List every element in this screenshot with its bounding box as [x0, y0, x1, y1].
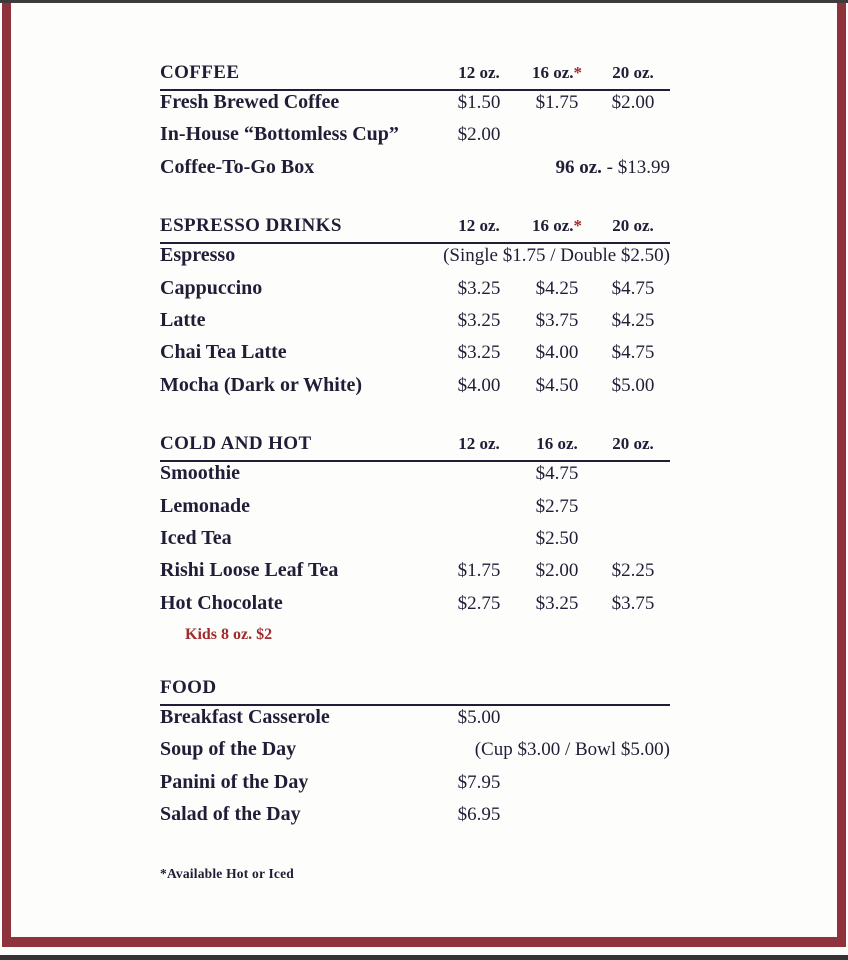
price-note-text: (Single $1.75 / Double $2.50) — [443, 245, 670, 267]
size-column-header-16oz — [518, 216, 596, 236]
menu-row — [160, 803, 670, 835]
price-20oz: $2.25 — [611, 560, 655, 582]
price-12oz: $7.95 — [457, 771, 501, 793]
item-name: In-House “Bottomless Cup” — [160, 123, 399, 146]
price-16oz: $2.00 — [535, 560, 579, 582]
menu-section-cold-and-hot — [160, 433, 670, 650]
page-bottom-line — [0, 955, 848, 960]
page-bottom-band — [2, 937, 846, 947]
menu-row — [160, 123, 670, 155]
size-label: 16 oz. — [531, 216, 574, 236]
item-name: Cappuccino — [160, 276, 263, 299]
item-name: Soup of the Day — [160, 738, 297, 761]
price-note-text: (Cup $3.00 / Bowl $5.00) — [474, 739, 670, 761]
price-12oz: $2.00 — [457, 124, 501, 146]
menu-row — [160, 559, 670, 591]
size-label: 20 oz. — [612, 216, 654, 236]
price-note — [555, 157, 670, 179]
price-12oz: $5.00 — [457, 707, 501, 729]
item-name: Hot Chocolate — [160, 591, 283, 614]
price-16oz: $4.25 — [535, 277, 579, 299]
section-header — [160, 215, 670, 244]
size-column-header-12oz — [440, 216, 518, 236]
menu-row — [160, 738, 670, 770]
kids-size-note: Kids 8 oz. $2 — [185, 626, 273, 644]
item-name: Panini of the Day — [160, 770, 309, 793]
price-12oz: $3.25 — [457, 277, 501, 299]
price-20oz: $4.25 — [611, 309, 655, 331]
price-16oz: $2.75 — [535, 495, 579, 517]
size-column-header-20oz — [596, 216, 670, 236]
price-12oz: $6.95 — [457, 804, 501, 826]
hot-or-iced-asterisk: * — [573, 216, 583, 236]
price-20oz: $4.75 — [611, 277, 655, 299]
menu-row — [160, 527, 670, 559]
price-16oz: $4.75 — [535, 463, 579, 485]
item-name: Chai Tea Latte — [160, 341, 287, 364]
section-title: COLD AND HOT — [160, 433, 312, 455]
section-header — [160, 62, 670, 91]
price-12oz: $4.00 — [457, 374, 501, 396]
hot-or-iced-asterisk: * — [573, 63, 583, 82]
menu-row — [160, 592, 670, 624]
item-name: Fresh Brewed Coffee — [160, 91, 340, 113]
size-label: 12 oz. — [458, 216, 500, 236]
item-name: Coffee-To-Go Box — [160, 155, 315, 178]
menu-page — [160, 62, 670, 882]
menu-row — [160, 244, 670, 276]
size-label: 20 oz. — [612, 63, 654, 82]
price-16oz: $3.25 — [535, 592, 579, 614]
price-20oz: $2.00 — [611, 92, 655, 113]
size-label: 12 oz. — [458, 63, 500, 82]
menu-row — [160, 91, 670, 123]
section-title: FOOD — [160, 677, 217, 699]
menu-row — [160, 341, 670, 373]
size-column-header-12oz — [440, 434, 518, 454]
price-16oz: $4.00 — [535, 342, 579, 364]
size-column-header-12oz — [440, 63, 518, 83]
size-label: 16 oz. — [531, 63, 574, 82]
menu-row — [160, 277, 670, 309]
price-note — [443, 245, 670, 267]
price-12oz: $1.75 — [457, 560, 501, 582]
menu-section-coffee — [160, 62, 670, 188]
item-name: Lemonade — [160, 494, 250, 517]
menu-row — [160, 706, 670, 738]
section-header — [160, 677, 670, 706]
item-name: Mocha (Dark or White) — [160, 373, 363, 396]
section-title: ESPRESSO DRINKS — [160, 215, 342, 237]
price-20oz: $4.75 — [611, 342, 655, 364]
menu-row — [160, 462, 670, 494]
page-border-left — [2, 3, 11, 947]
price-12oz: $2.75 — [457, 592, 501, 614]
menu-row — [160, 309, 670, 341]
item-name: Espresso — [160, 244, 236, 267]
menu-section-food — [160, 677, 670, 836]
page-top-line — [0, 0, 848, 3]
item-name: Breakfast Casserole — [160, 706, 330, 729]
size-column-header-20oz — [596, 63, 670, 83]
size-label: 20 oz. — [612, 434, 654, 454]
price-12oz: $3.25 — [457, 309, 501, 331]
menu-row — [160, 495, 670, 527]
menu-row — [160, 771, 670, 803]
price-12oz: $1.50 — [457, 92, 501, 113]
price-20oz: $3.75 — [611, 592, 655, 614]
size-label: 16 oz. — [536, 434, 578, 454]
page-border-right — [837, 3, 846, 947]
item-name: Latte — [160, 308, 206, 331]
size-column-header-20oz — [596, 434, 670, 454]
price-16oz: $3.75 — [535, 309, 579, 331]
price-16oz: $2.50 — [535, 527, 579, 549]
price-20oz: $5.00 — [611, 374, 655, 396]
price-16oz: $1.75 — [535, 92, 579, 113]
price-note-bold: 96 oz. — [555, 156, 602, 178]
size-column-header-16oz — [518, 434, 596, 454]
section-title: COFFEE — [160, 62, 240, 83]
item-name: Smoothie — [160, 462, 240, 485]
section-header — [160, 433, 670, 462]
footnote-available-hot-or-iced: *Available Hot or Iced — [160, 865, 295, 881]
price-12oz: $3.25 — [457, 342, 501, 364]
size-column-header-16oz — [518, 63, 596, 83]
price-note — [475, 739, 670, 761]
price-16oz: $4.50 — [535, 374, 579, 396]
size-label: 12 oz. — [458, 434, 500, 454]
item-name: Iced Tea — [160, 526, 232, 549]
menu-section-espresso-drinks — [160, 215, 670, 406]
menu-row — [160, 156, 670, 188]
item-name: Rishi Loose Leaf Tea — [160, 559, 339, 582]
item-name: Salad of the Day — [160, 803, 301, 826]
price-note-text: - $13.99 — [601, 156, 670, 178]
menu-row — [160, 374, 670, 406]
